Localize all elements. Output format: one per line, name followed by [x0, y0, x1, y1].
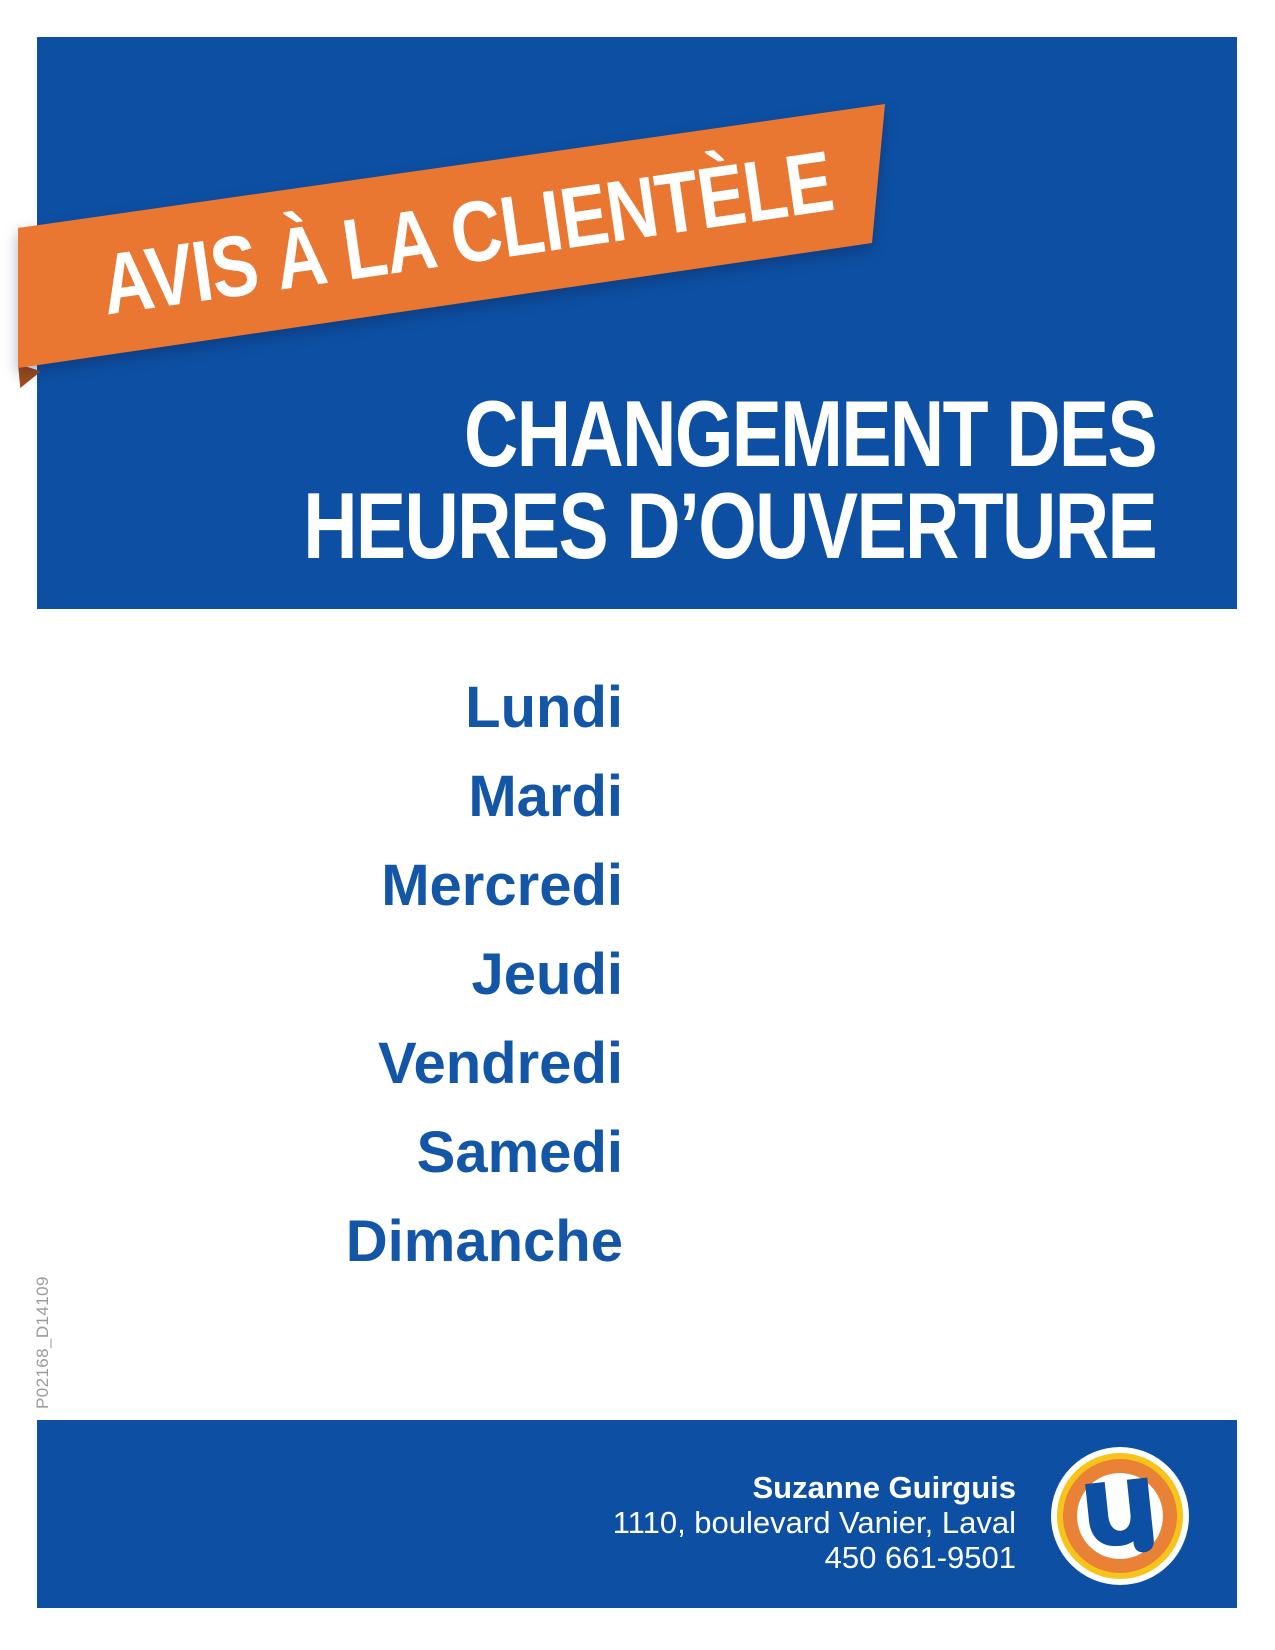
day-label-samedi: Samedi — [416, 1120, 623, 1185]
day-label-jeudi: Jeudi — [471, 942, 623, 1007]
title-line-1: CHANGEMENT DES — [463, 381, 1156, 486]
day-label-vendredi: Vendredi — [378, 1031, 623, 1096]
ribbon-label: AVIS À LA CLIENTÈLE — [95, 133, 839, 334]
day-label-lundi: Lundi — [465, 675, 623, 740]
days-list — [346, 663, 623, 1286]
logo-orange-ring — [1063, 1459, 1177, 1573]
day-label-dimanche: Dimanche — [345, 1209, 623, 1274]
footer-contact-block — [613, 1470, 1016, 1575]
page-title — [90, 381, 1156, 578]
footer-panel — [37, 1420, 1237, 1608]
contact-address: 1110, boulevard Vanier, Laval — [612, 1505, 1016, 1540]
production-code: P02168_D14109 — [33, 1276, 52, 1409]
contact-name: Suzanne Guirguis — [752, 1470, 1016, 1505]
logo-yellow-ring — [1057, 1453, 1183, 1579]
store-logo — [1051, 1447, 1189, 1585]
logo-u-icon — [1083, 1476, 1157, 1558]
notice-ribbon — [0, 95, 900, 385]
day-label-mardi: Mardi — [468, 764, 623, 829]
contact-phone: 450 661-9501 — [824, 1540, 1016, 1575]
day-label-mercredi: Mercredi — [381, 853, 623, 918]
logo-inner-disc — [1077, 1473, 1163, 1559]
title-line-2: HEURES D’OUVERTURE — [303, 473, 1156, 578]
